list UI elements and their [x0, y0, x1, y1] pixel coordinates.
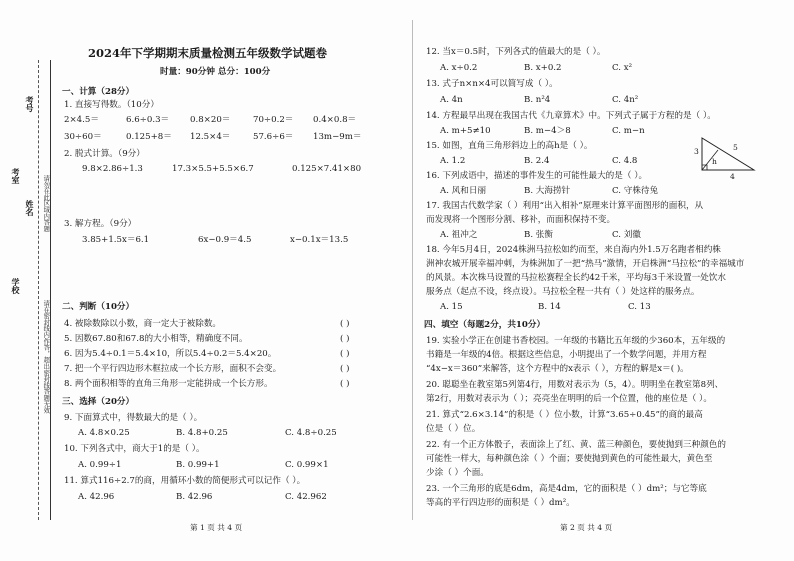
triangle-side-5: 5	[733, 143, 738, 152]
q15-option-a[interactable]: A. 1.2	[440, 156, 466, 166]
q20-text-line1: 20. 聪聪坐在教室第5列第4行，用数对表示为（5，4）。明明坐在教室第8列、	[426, 380, 724, 390]
q16-text: 16. 下列成语中，描述的事件发生的可能性最大的是（ ）。	[426, 171, 648, 181]
q9-option-b[interactable]: B. 4.8+0.25	[176, 428, 228, 438]
q19-text-line1: 19. 实验小学正在创建书香校园。一年级的书籍比五年级的少360本，五年级的	[426, 336, 726, 346]
q9-option-a[interactable]: A. 4.8×0.25	[78, 428, 130, 438]
triangle-side-4: 4	[730, 172, 735, 181]
q22-text-line2: 可能性一样大，每种颜色涂（ ）个面；要使抛到黄色的可能性最大，黄色至	[426, 454, 713, 464]
triangle-height-h: h	[712, 157, 717, 166]
q11-option-a[interactable]: A. 42.96	[78, 492, 115, 502]
q1-heading: 1. 直接写得数。（10分）	[64, 100, 159, 110]
q10-text: 10. 下列各式中，商大于1的是（ ）。	[64, 444, 205, 454]
calc-1-4: 70÷0.2＝	[253, 115, 294, 125]
q13-option-a[interactable]: A. 4n	[440, 95, 463, 105]
judge-5: 5. 因数67.80和67.8的大小相等，精确度不同。	[64, 334, 248, 344]
page-1-footer: 第 1 页 共 4 页	[190, 523, 243, 532]
q22-text-line1: 22. 有一个正方体骰子，表面涂上了红、黄、蓝三种颜色，要使抛到三种颜色的	[426, 440, 726, 450]
q14-text: 14. 方程最早出现在我国古代《九章算术》中。下列式子属于方程的是（ ）。	[426, 111, 716, 121]
seal-warning: 请在密封线内作答，超出密封线答题无效	[42, 300, 50, 414]
q18-text-line2: 洲神农城开展幸福冲刺，为株洲加了一把“热马”激情，开启株洲“马拉松”的幸福城市	[426, 259, 745, 269]
judge-6-paren[interactable]: ( )	[340, 349, 350, 359]
q12-option-b[interactable]: B. x+0.2	[524, 63, 562, 73]
q17-option-a[interactable]: A. 祖冲之	[440, 230, 478, 240]
label-kaochang: 考室	[11, 168, 21, 184]
q12-option-a[interactable]: A. x÷0.2	[440, 63, 478, 73]
q20-text-line2: 第2行，用数对表示为（ ）；亮亮坐在明明的后一个位置，他的座位是（ ）。	[426, 394, 712, 404]
equation-1: 3.85+1.5x＝6.1	[82, 235, 150, 245]
judge-6: 6. 因为5.4÷0.1＝5.4×10，所以5.4÷0.2＝5.4×20。	[64, 349, 277, 359]
q11-option-b[interactable]: B. 42.96	[176, 492, 213, 502]
equation-3: x−0.1x＝13.5	[290, 235, 349, 245]
label-xingming: 姓名	[25, 200, 35, 216]
q14-option-a[interactable]: A. m+5≠10	[440, 126, 491, 136]
q14-option-b[interactable]: B. m−4＞8	[524, 126, 571, 136]
q19-text-line3: “4x−x＝360”来解答，这个方程中的x表示（ ），方程的解是x＝( )。	[426, 364, 689, 374]
q14-option-c[interactable]: C. m−n	[612, 126, 645, 136]
q19-text-line2: 书籍是一年级的4倍。根据这些信息，小明提出了一个数学问题，并用方程	[426, 350, 707, 360]
q9-text: 9. 下面算式中，得数最大的是（ ）。	[64, 413, 203, 423]
q10-option-a[interactable]: A. 0.99÷1	[78, 460, 122, 470]
section-1-heading: 一、计算（28分）	[62, 87, 135, 97]
q18-option-a[interactable]: A. 15	[440, 302, 463, 312]
seal-line-inner	[50, 60, 51, 520]
q10-option-c[interactable]: C. 0.99×1	[285, 460, 329, 470]
q16-option-b[interactable]: B. 大海捞针	[524, 186, 571, 196]
calc-2-2: 0.125+8＝	[126, 132, 172, 142]
judge-7-paren[interactable]: ( )	[340, 364, 350, 374]
q13-option-c[interactable]: C. 4n²	[612, 95, 639, 105]
seal-line-outer	[38, 60, 39, 520]
triangle-side-3: 3	[694, 147, 699, 156]
q17-text-line1: 17. 我国古代数学家（ ）利用“出入相补”原理来计算平面图形的面积，从	[426, 201, 704, 211]
q16-option-a[interactable]: A. 风和日丽	[440, 186, 487, 196]
step-calc-3: 0.125×7.41×80	[292, 164, 362, 174]
q18-text-line3: 的风景。本次株马设置的马拉松赛程全长约42千米，平均每3千米设置一处饮水	[426, 273, 726, 283]
exam-title: 2024年下学期期末质量检测五年级数学试题卷	[88, 46, 328, 60]
q18-text-line1: 18. 今年5月4日，2024株洲马拉松如约而至，来自海内外1.5万名跑者相约株	[426, 245, 721, 255]
calc-1-5: 0.4×0.8＝	[313, 115, 357, 125]
q21-text-line1: 21. 算式“2.6×3.14”的积是（ ）位小数，计算“3.65÷0.45”的商的最高	[426, 410, 703, 420]
q11-text: 11. 算式116÷2.7的商，用循环小数的简便形式可以记作（ ）。	[64, 476, 306, 486]
section-2-heading: 二、判断（10分）	[62, 302, 135, 312]
q12-text: 12. 当x＝0.5时，下列各式的值最大的是（ ）。	[426, 47, 606, 57]
q15-option-b[interactable]: B. 2.4	[524, 156, 550, 166]
judge-5-paren[interactable]: ( )	[340, 334, 350, 344]
calc-2-4: 57.6÷6＝	[253, 132, 294, 142]
judge-4-paren[interactable]: ( )	[340, 319, 350, 329]
q12-option-c[interactable]: C. x²	[612, 63, 633, 73]
judge-7: 7. 把一个平行四边形木框拉成一个长方形，面积不会变。	[64, 364, 282, 374]
q11-option-c[interactable]: C. 42.962	[285, 492, 327, 502]
q10-option-b[interactable]: B. 0.99+1	[176, 460, 220, 470]
page-divider	[412, 20, 413, 520]
q15-option-c[interactable]: C. 4.8	[612, 156, 638, 166]
seal-warning-2: 请勿在此区域内答题	[42, 175, 50, 232]
q9-option-c[interactable]: C. 4.8÷0.25	[285, 428, 337, 438]
step-calc-1: 9.8×2.86÷1.3	[82, 164, 143, 174]
step-calc-2: 17.3×5.5+5.5×6.7	[172, 164, 254, 174]
q18-option-b[interactable]: B. 14	[538, 302, 561, 312]
q3-heading: 3. 解方程。（9分）	[64, 219, 137, 229]
calc-2-1: 30÷60＝	[64, 132, 102, 142]
right-triangle-figure	[692, 130, 762, 178]
q16-option-c[interactable]: C. 守株待兔	[612, 186, 659, 196]
calc-2-3: 12.5×4＝	[190, 132, 231, 142]
calc-1-3: 0.8×20＝	[190, 115, 231, 125]
q18-option-c[interactable]: C. 13	[628, 302, 651, 312]
q23-text-line2: 等高的平行四边形的面积是（ ）dm²。	[426, 498, 575, 508]
q18-text-line4: 服务点（起点不设，终点设）。马拉松全程一共有（ ）处这样的服务点。	[426, 287, 700, 297]
q23-text-line1: 23. 一个三角形的底是6dm，高是4dm，它的面积是（ ）dm²；与它等底	[426, 484, 707, 494]
page-2-footer: 第 2 页 共 4 页	[560, 523, 613, 532]
q17-text-line2: 而发现将一个图形分割、移补，而面积保持不变。	[426, 215, 616, 225]
equation-2: 6x−0.9＝4.5	[198, 235, 252, 245]
q15-text: 15. 如图，直角三角形斜边上的高h是（ ）。	[426, 141, 593, 151]
calc-1-2: 6.6÷0.3＝	[126, 115, 170, 125]
judge-8: 8. 两个面积相等的直角三角形一定能拼成一个长方形。	[64, 379, 273, 389]
label-xuexiao: 学校	[11, 278, 21, 294]
q17-option-c[interactable]: C. 刘徽	[612, 230, 641, 240]
q13-option-b[interactable]: B. n²4	[524, 95, 551, 105]
calc-2-5: 13m−9m＝	[313, 132, 362, 142]
section-3-heading: 三、选择（20分）	[62, 397, 135, 407]
q2-heading: 2. 脱式计算。（9分）	[64, 149, 145, 159]
q21-text-line2: 位是（ ）位。	[426, 424, 481, 434]
exam-subtitle: 时量：90分钟 总分：100分	[160, 67, 271, 77]
q17-option-b[interactable]: B. 张衡	[524, 230, 553, 240]
section-4-heading: 四、填空（每题2分，共10分）	[424, 320, 546, 330]
q13-text: 13. 式子n×n×4可以简写成（ ）。	[426, 79, 558, 89]
label-kaohao: 考号	[25, 96, 35, 112]
judge-8-paren[interactable]: ( )	[340, 379, 350, 389]
calc-1-1: 2×4.5＝	[64, 115, 99, 125]
judge-4: 4. 被除数除以小数，商一定大于被除数。	[64, 319, 222, 329]
q22-text-line3: 少涂（ ）个面。	[426, 468, 489, 478]
